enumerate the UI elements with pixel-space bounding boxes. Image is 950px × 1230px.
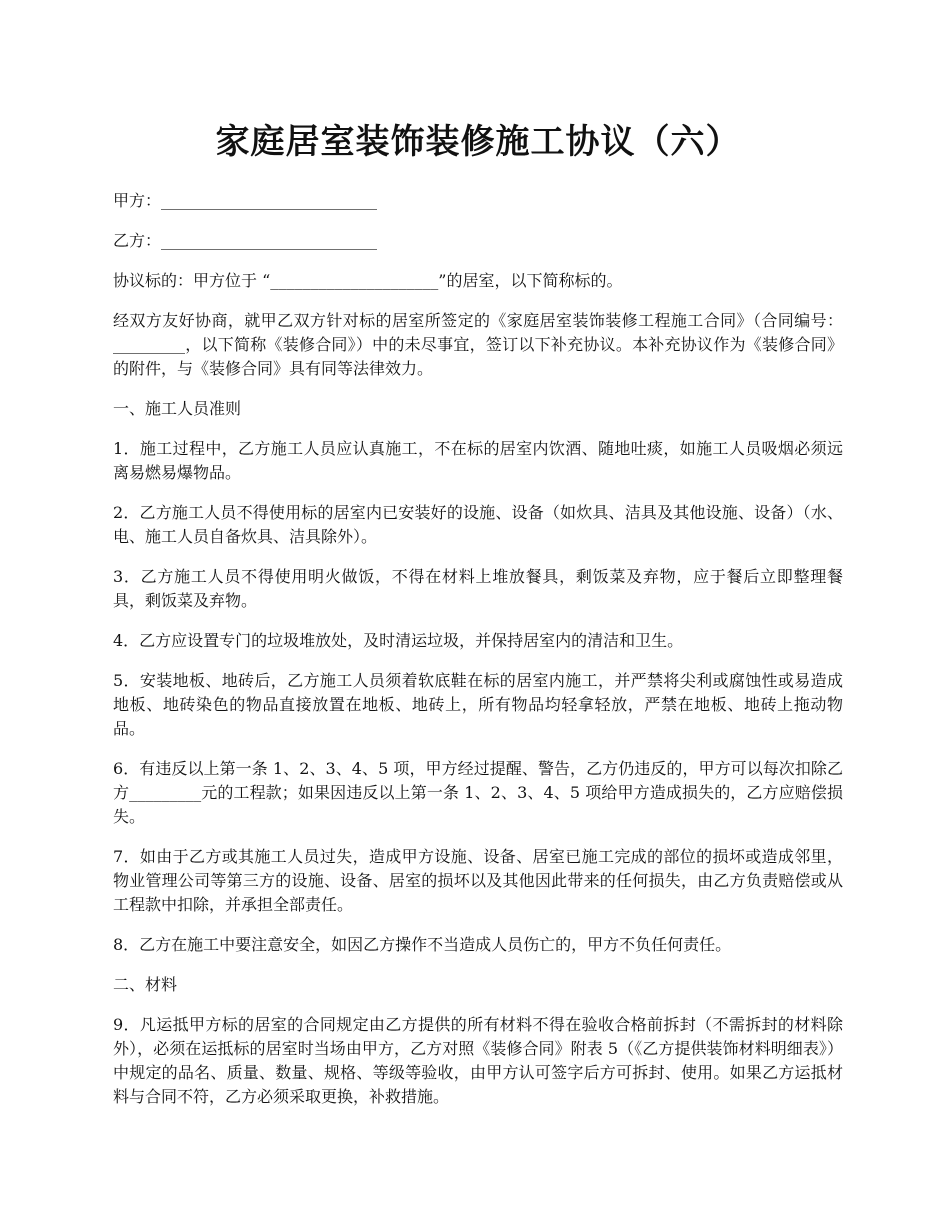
section-heading-workers: 一、施工人员准则 <box>113 399 242 418</box>
agreement-subject: 协议标的：甲方位于 “_____________________”的居室，以下简称标的。 <box>113 271 623 290</box>
clause-5: 5．安装地板、地砖后，乙方施工人员须着软底鞋在标的居室内施工，并严禁将尖利或腐蚀性或易造成地板、地砖染色的物品直接放置在地板、地砖上，所有物品均轻拿轻放，严禁在地板、地砖上拖动物品。 <box>113 671 843 738</box>
clause-2: 2．乙方施工人员不得使用标的居室内已安装好的设施、设备（如炊具、洁具及其他设施、设备）（水、电、施工人员自备炊具、洁具除外）。 <box>113 503 843 546</box>
clause-6: 6．有违反以上第一条 1、2、3、4、5 项，甲方经过提醒、警告，乙方仍违反的，甲方可以每次扣除乙方_________元的工程款；如果因违反以上第一条 1、2、3、4、5 项给甲方造成损失的，乙方应赔偿损失。 <box>113 759 843 826</box>
intro-paragraph: 经双方友好协商，就甲乙双方针对标的居室所签定的《家庭居室装饰装修工程施工合同》（合同编号：_________，以下简称《装修合同》）中的未尽事宜，签订以下补充协议。本补充协议作为《装修合同》的附件，与《装修合同》具有同等法律效力。 <box>113 311 843 378</box>
section-heading-materials: 二、材料 <box>113 975 178 994</box>
clause-8: 8．乙方在施工中要注意安全，如因乙方操作不当造成人员伤亡的，甲方不负任何责任。 <box>113 935 732 954</box>
party-a-line: 甲方：___________________________ <box>113 191 378 210</box>
clause-1: 1．施工过程中，乙方施工人员应认真施工，不在标的居室内饮酒、随地吐痰，如施工人员吸烟必须远离易燃易爆物品。 <box>113 439 843 482</box>
document-title: 家庭居室装饰装修施工协议（六） <box>215 122 741 162</box>
clause-9: 9．凡运抵甲方标的居室的合同规定由乙方提供的所有材料不得在验收合格前拆封（不需拆封的材料除外），必须在运抵标的居室时当场由甲方，乙方对照《装修合同》附表 5（《乙方提供装饰材料明细表》）中规定的品名、质量、数量、规格、等级等验收，由甲方认可签字后方可拆封、使用。如果乙方运抵材料与合同不符，乙方必须采取更换，补救措施。 <box>113 1015 843 1106</box>
clause-7: 7．如由于乙方或其施工人员过失，造成甲方设施、设备、居室已施工完成的部位的损坏或造成邻里，物业管理公司等第三方的设施、设备、居室的损坏以及其他因此带来的任何损失，由乙方负责赔偿或从工程款中扣除，并承担全部责任。 <box>113 847 843 914</box>
document-page <box>113 100 843 1125</box>
clause-3: 3．乙方施工人员不得使用明火做饭，不得在材料上堆放餐具，剩饭菜及弃物，应于餐后立即整理餐具，剩饭菜及弃物。 <box>113 567 843 610</box>
clause-4: 4．乙方应设置专门的垃圾堆放处，及时清运垃圾，并保持居室内的清洁和卫生。 <box>113 631 684 650</box>
party-b-line: 乙方：___________________________ <box>113 231 378 250</box>
